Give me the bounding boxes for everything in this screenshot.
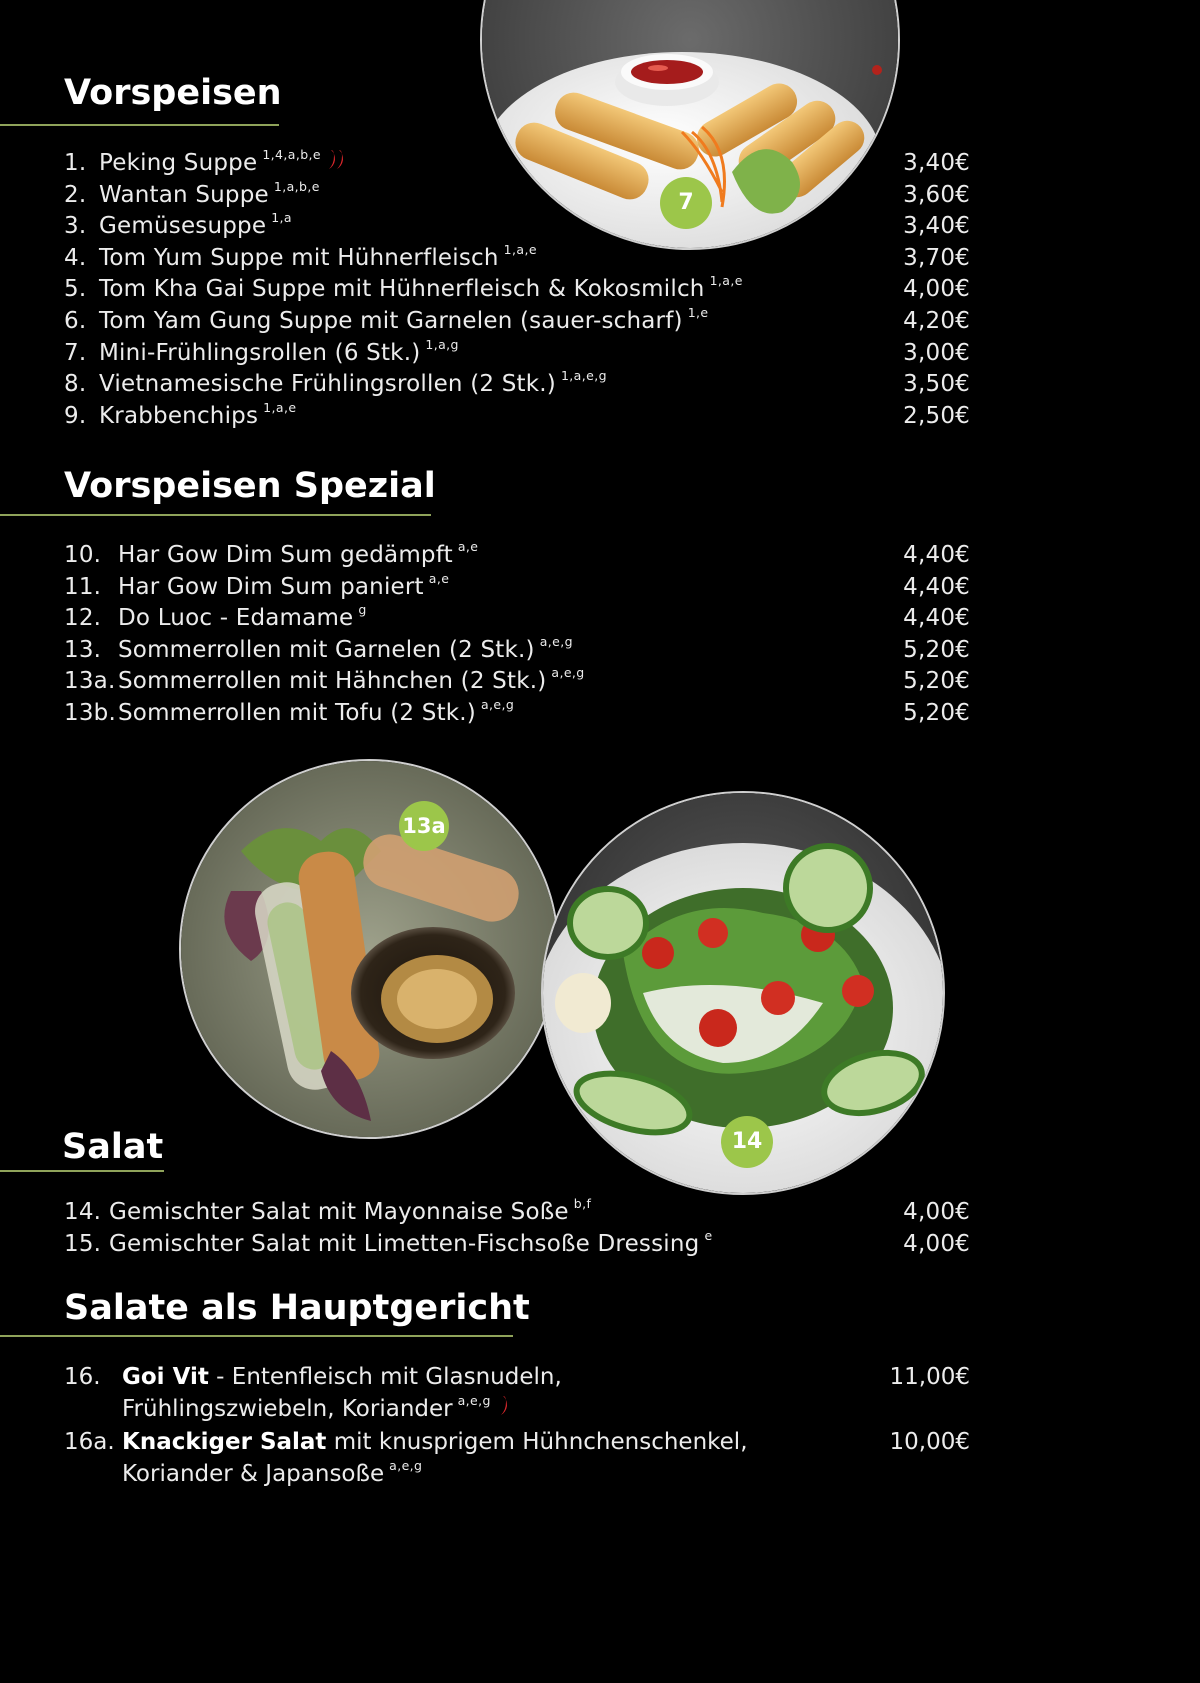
menu-item-number: 4.: [64, 244, 87, 271]
menu-item-price: 4,20€: [903, 307, 970, 334]
menu-item-allergens: 1,e: [687, 304, 709, 320]
menu-item-number: 12.: [64, 605, 102, 632]
menu-item-name: Krabbenchips: [99, 402, 259, 429]
menu-item-allergens: a,e,g: [481, 696, 515, 712]
summer-rolls-illustration: [181, 761, 557, 1137]
menu-item-price: 4,40€: [903, 605, 970, 632]
salad-photo: [541, 791, 945, 1195]
menu-item-price: 3,70€: [903, 244, 970, 271]
menu-item-number: 16.: [64, 1364, 101, 1390]
menu-item-name: Goi Vit: [122, 1364, 209, 1390]
menu-item-number: 10.: [64, 542, 102, 568]
menu-item-allergens: 1,4,a,b,e: [262, 147, 322, 162]
menu-item-allergens: a,e: [428, 570, 450, 586]
menu-item-name: Har Gow Dim Sum paniert: [118, 573, 424, 600]
menu-item-number: 7.: [64, 339, 87, 366]
menu-item: [64, 211, 970, 243]
menu-item-allergens: 1,a,e: [503, 241, 537, 257]
menu-item-price: 4,00€: [903, 1230, 970, 1257]
photo-badge-13a: 13a: [399, 801, 449, 851]
menu-item-name: Gemüsesuppe: [99, 213, 267, 240]
menu-item-number: 5.: [64, 276, 87, 303]
menu-item: [64, 274, 970, 306]
menu-item: [64, 1362, 970, 1427]
menu-item-name: Knackiger Salat: [122, 1429, 327, 1456]
menu-item-allergens: 1,a,b,e: [273, 178, 320, 194]
summer-rolls-photo: [179, 759, 559, 1139]
menu-item: [64, 180, 970, 212]
menu-item: [64, 401, 970, 433]
menu-item-price: 3,50€: [903, 371, 970, 398]
menu-item-number: 6.: [64, 307, 87, 334]
menu-item: [64, 572, 970, 604]
menu-item-allergens: 1,a,e: [709, 273, 743, 289]
menu-item-name: Tom Yam Gung Suppe mit Garnelen (sauer-scharf): [99, 307, 683, 334]
menu-item: [64, 666, 970, 698]
chili-icon: [325, 148, 349, 182]
menu-item-price: 2,50€: [903, 402, 970, 429]
menu-item-number: 14.: [64, 1199, 102, 1225]
menu-item-name: Do Luoc - Edamame: [118, 605, 354, 632]
photo-badge-14: 14: [721, 1116, 773, 1168]
section-title-vorspeisen: Vorspeisen: [64, 73, 282, 113]
menu-item-price: 3,40€: [903, 150, 970, 176]
menu-item-name: Sommerrollen mit Tofu (2 Stk.): [118, 699, 476, 726]
section-title-salate-hauptgericht: Salate als Hauptgericht: [64, 1288, 530, 1328]
menu-item-name: Peking Suppe: [99, 150, 258, 176]
menu-item-number: 13a.: [64, 668, 116, 695]
menu-item-price: 3,00€: [903, 339, 970, 366]
menu-item-allergens: e: [704, 1227, 713, 1243]
menu-item: [64, 1197, 970, 1229]
menu-item: [64, 1229, 970, 1261]
menu-item-name: Wantan Suppe: [99, 181, 269, 208]
menu-item-price: 4,00€: [903, 276, 970, 303]
menu-item-allergens: 1,a,e: [263, 399, 297, 415]
menu-item-name: Sommerrollen mit Hähnchen (2 Stk.): [118, 668, 547, 695]
menu-item: [64, 243, 970, 275]
menu-item-allergens: 1,a,g: [425, 336, 459, 352]
section-title-vorspeisen-spezial: Vorspeisen Spezial: [64, 466, 436, 506]
section-rule-vorspeisen: [0, 124, 279, 126]
menu-item-number: 9.: [64, 402, 87, 429]
menu-item: [64, 369, 970, 401]
chili-icon: [495, 1394, 511, 1428]
menu-item-allergens: a,e,g: [389, 1457, 423, 1473]
menu-item-number: 8.: [64, 371, 87, 398]
menu-item-allergens: a,e: [457, 539, 479, 554]
menu-item-allergens: g: [358, 602, 367, 618]
menu-item-description: mit knusprigem Hühnchenschenkel,: [326, 1429, 748, 1456]
menu-list-hauptgericht: [64, 1362, 970, 1492]
menu-item: [64, 1427, 970, 1492]
menu-item-price: 3,40€: [903, 213, 970, 240]
section-rule-salat: [0, 1170, 164, 1172]
menu-item-number: 1.: [64, 150, 87, 176]
menu-item: [64, 540, 970, 572]
menu-item-price: 4,40€: [903, 542, 970, 568]
menu-item-name: Gemischter Salat mit Mayonnaise Soße: [109, 1199, 569, 1225]
menu-item: [64, 306, 970, 338]
section-title-salat: Salat: [62, 1127, 164, 1167]
menu-item-price: 4,40€: [903, 573, 970, 600]
menu-item-number: 16a.: [64, 1429, 115, 1456]
menu-item-name: Sommerrollen mit Garnelen (2 Stk.): [118, 636, 535, 663]
menu-item: [64, 635, 970, 667]
menu-item-name: Vietnamesische Frühlingsrollen (2 Stk.): [99, 371, 556, 398]
section-rule-hauptgericht: [0, 1335, 513, 1337]
menu-item-number: 15.: [64, 1230, 102, 1257]
menu-item-description: - Entenfleisch mit Glasnudeln,: [208, 1364, 562, 1390]
menu-item: [64, 148, 970, 180]
menu-item-allergens: a,e,g: [457, 1392, 491, 1408]
section-rule-spezial: [0, 514, 431, 516]
menu-list-salat: [64, 1197, 970, 1260]
menu-item-price: 4,00€: [903, 1199, 970, 1225]
menu-list-spezial: [64, 540, 970, 730]
menu-item-number: 13b.: [64, 699, 116, 726]
menu-item-price: 5,20€: [903, 699, 970, 726]
menu-item-name: Mini-Frühlingsrollen (6 Stk.): [99, 339, 421, 366]
menu-item: [64, 338, 970, 370]
menu-item-allergens: 1,a,e,g: [560, 368, 607, 384]
menu-item-number: 2.: [64, 181, 87, 208]
menu-item-price: 5,20€: [903, 636, 970, 663]
menu-item-allergens: 1,a: [271, 210, 292, 226]
menu-item-allergens: b,f: [573, 1196, 592, 1211]
menu-item: [64, 603, 970, 635]
menu-item-name: Tom Kha Gai Suppe mit Hühnerfleisch & Kokosmilch: [99, 276, 705, 303]
menu-item-price: 10,00€: [889, 1429, 970, 1456]
menu-item-number: 3.: [64, 213, 87, 240]
photo-badge-7: 7: [660, 177, 712, 229]
menu-item-description-cont: Koriander & Japansoße: [122, 1460, 385, 1487]
menu-item-name: Har Gow Dim Sum gedämpft: [118, 542, 453, 568]
menu-list-vorspeisen: [64, 148, 970, 432]
menu-item-description-cont: Frühlingszwiebeln, Koriander: [122, 1395, 453, 1422]
menu-item-allergens: a,e,g: [551, 665, 585, 681]
menu-item: [64, 698, 970, 730]
menu-item-price: 3,60€: [903, 181, 970, 208]
menu-item-allergens: a,e,g: [539, 633, 573, 649]
menu-item-number: 11.: [64, 573, 102, 600]
menu-item-price: 11,00€: [889, 1364, 970, 1390]
menu-item-number: 13.: [64, 636, 102, 663]
menu-item-name: Tom Yum Suppe mit Hühnerfleisch: [99, 244, 499, 271]
menu-item-name: Gemischter Salat mit Limetten-Fischsoße Dressing: [109, 1230, 700, 1257]
menu-item-price: 5,20€: [903, 668, 970, 695]
